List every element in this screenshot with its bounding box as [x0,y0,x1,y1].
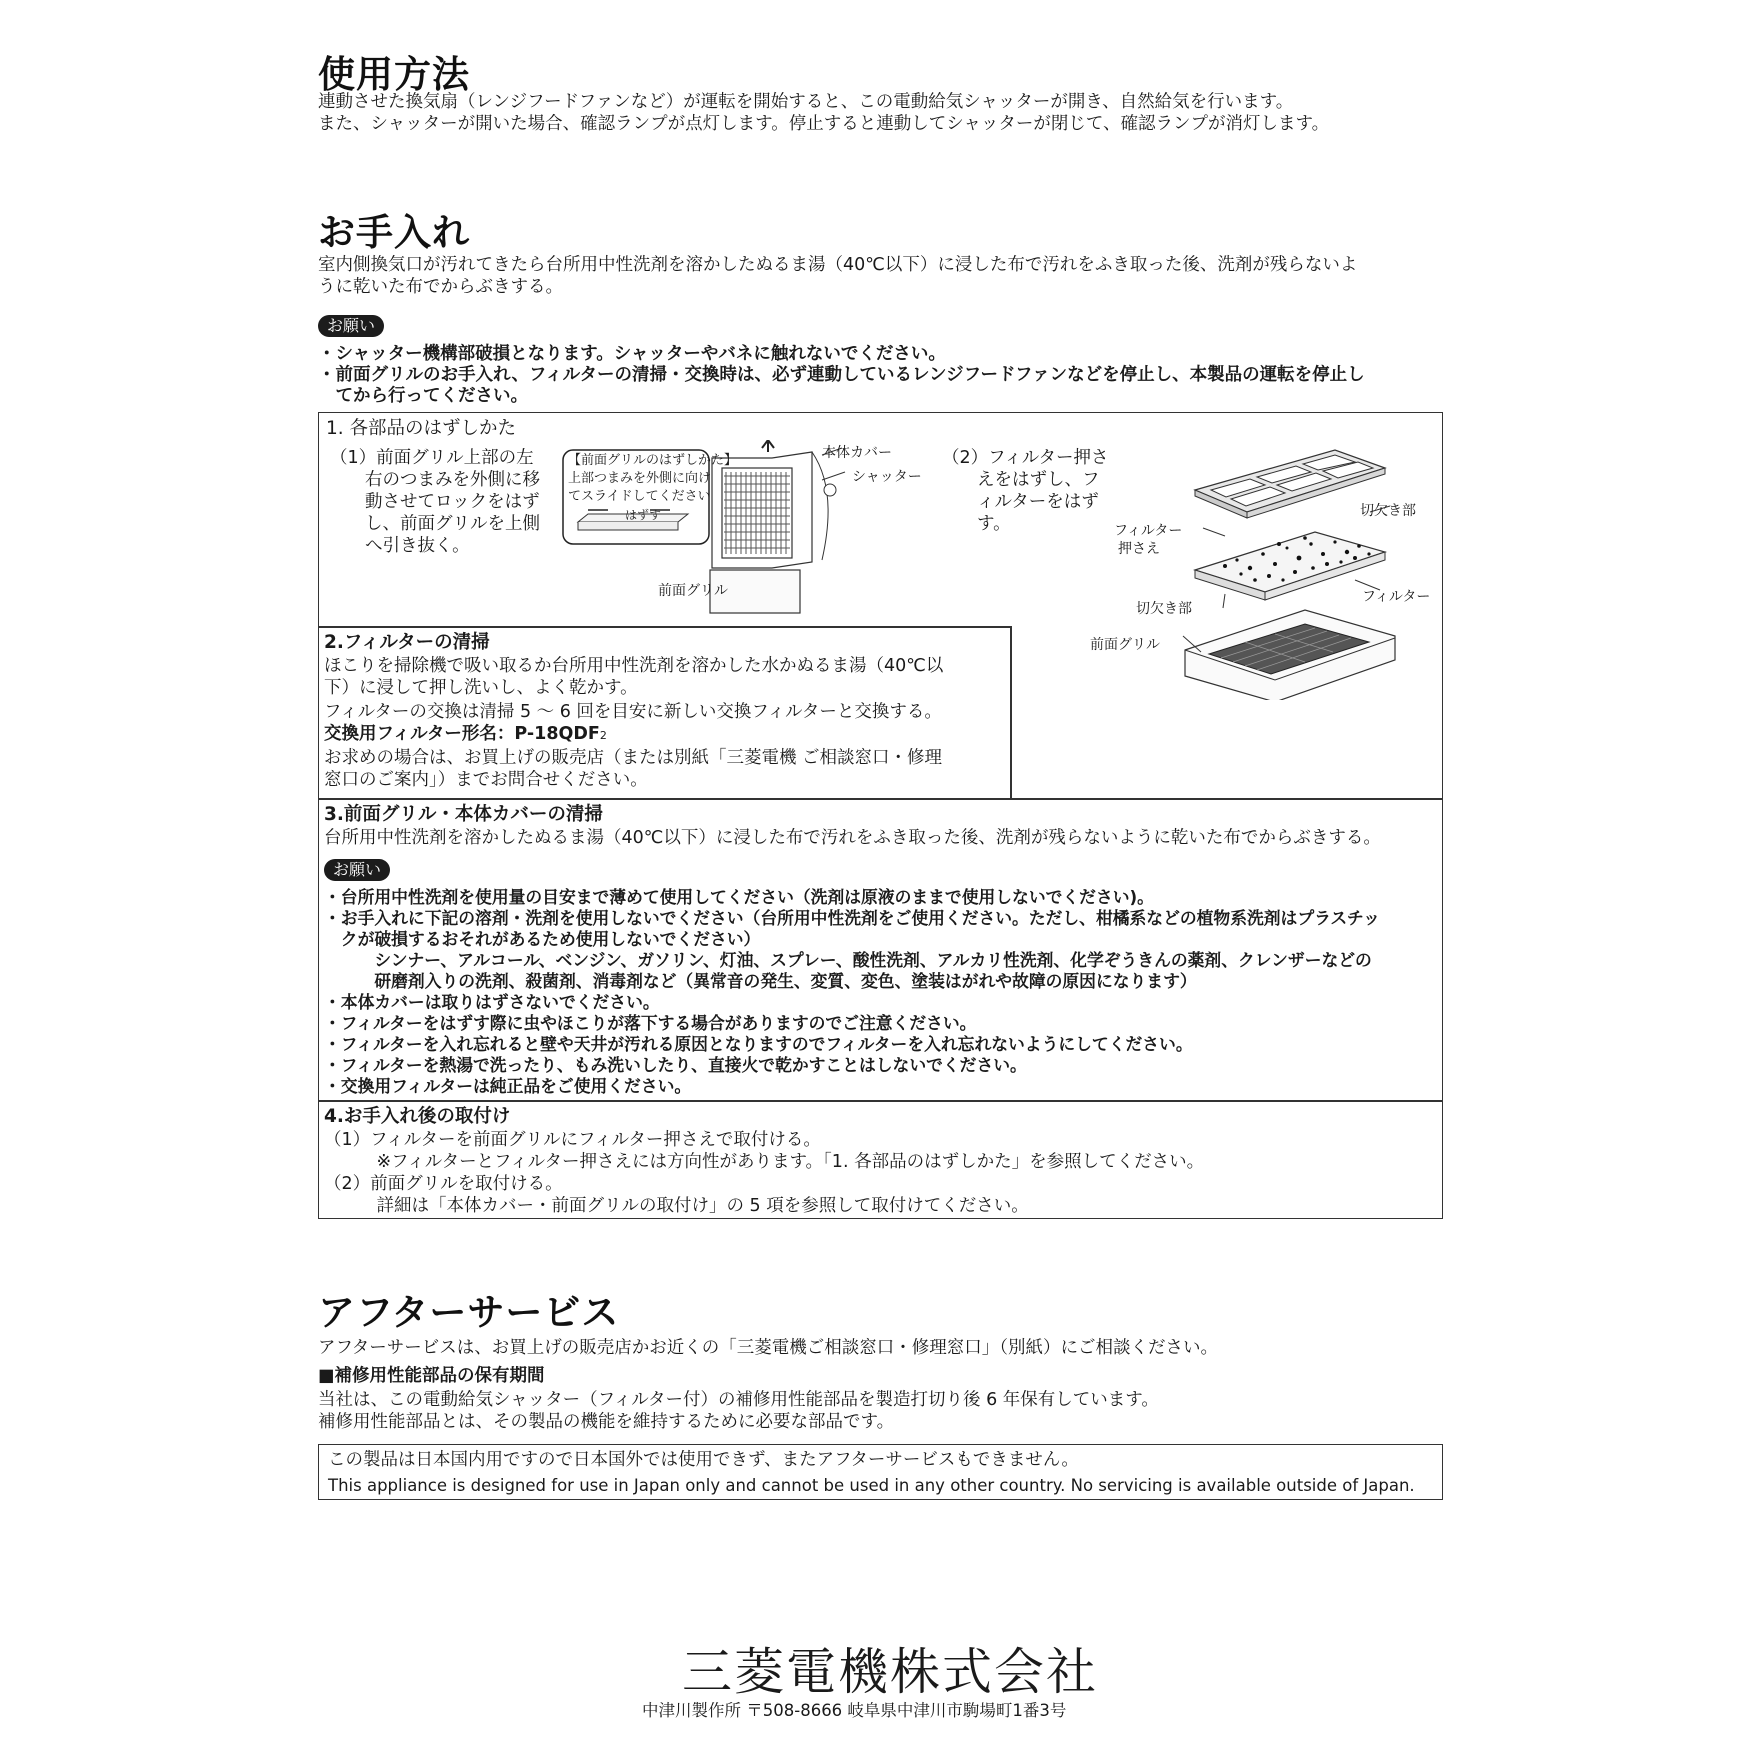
sec1-step1-line-3: 動させてロックをはず [330,492,540,512]
care-request-2: ・前面グリルのお手入れ、フィルターの清掃・交換時は、必ず連動しているレンジフードファンなどを停止し、本製品の運転を停止し [318,365,1365,385]
sec1-step2-line-3: ィルターをはず [942,492,1099,512]
sec1-step1-line-2: 右のつまみを外側に移 [330,470,540,490]
usage-line-2: また、シャッターが開いた場合、確認ランプが点灯します。停止すると連動してシャッターが閉じて、確認ランプが消灯します。 [318,114,1330,134]
callout-line-2: 上部つまみを外側に向け [568,471,712,486]
callout-tag: はずす [625,508,662,522]
parts-period-line-1: 当社は、この電動給気シャッター（フィルター付）の補修用性能部品を製造打切り後 6 年保有しています。 [318,1390,1159,1410]
label-body-cover: 本体カバー [822,445,892,461]
parts-period-line-2: 補修用性能部品とは、その製品の機能を維持するために必要な部品です。 [318,1412,895,1432]
sec3-request-7: ・フィルターをはずす際に虫やほこりが落下する場合がありますのでご注意ください。 [324,1013,977,1033]
care-request-3: てから行ってください。 [318,386,528,406]
sec3-request-6: ・本体カバーは取りはずさないでください。 [324,992,660,1012]
care-request-1: ・シャッター機構部破損となります。シャッターやバネに触れないでください。 [318,344,946,364]
sec2-line-2: 下）に浸して押し洗いし、よく乾かす。 [324,678,638,698]
sec3-title: 3.前面グリル・本体カバーの清掃 [324,804,603,825]
sec1-title: 1. 各部品のはずしかた [326,418,517,439]
sec4-line-4: 詳細は「本体カバー・前面グリルの取付け」の 5 項を参照して取付けてください。 [324,1196,1029,1216]
after-service-line: アフターサービスは、お買上げの販売店かお近くの「三菱電機ご相談窓口・修理窓口」（別紙）にご相談ください。 [318,1338,1219,1358]
parts-period-title: ■補修用性能部品の保有期間 [318,1366,545,1386]
sec2-model: 交換用フィルター形名：P-18QDF2 [324,724,607,744]
sec3-line: 台所用中性洗剤を溶かしたぬるま湯（40℃以下）に浸した布で汚れをふき取った後、洗剤が残らないように乾いた布でからぶきする。 [324,828,1381,848]
label-presser-1: フィルター [1114,523,1183,539]
divider-sec2-right [1010,626,1012,798]
after-service-title: アフターサービス [318,1291,620,1334]
sec1-step2-line-4: す。 [942,514,1011,534]
callout-line-1: 【前面グリルのはずしかた】 [568,453,738,468]
label-notch-1: 切欠き部 [1360,503,1416,519]
sec3-request-8: ・フィルターを入れ忘れると壁や天井が汚れる原因となりますのでフィルターを入れ忘れないようにしてください。 [324,1034,1193,1054]
label-shutter: シャッター [852,469,922,485]
usage-title: 使用方法 [318,53,470,96]
sec3-request-4: シンナー、アルコール、ベンジン、ガソリン、灯油、スプレー、酸性洗剤、アルカリ性洗剤、化学ぞうきんの薬剤、クレンザーなどの [324,950,1372,970]
sec3-request-5: 研磨剤入りの洗剤、殺菌剤、消毒剤など（異常音の発生、変質、変色、塗装はがれや故障の原因になります） [324,971,1197,991]
filter-exploded-illustration [1165,440,1415,700]
sec4-line-2: ※フィルターとフィルター押さえには方向性があります。「1. 各部品のはずしかた」を参照してください。 [324,1152,1205,1172]
sec3-request-3: クが破損するおそれがあるため使用しないでください） [324,929,761,949]
callout-line-3: てスライドしてください [568,489,711,504]
care-line-2: うに乾いた布でからぶきする。 [318,277,563,297]
usage-line-1: 連動させた換気扇（レンジフードファンなど）が運転を開始すると、この電動給気シャッターが開き、自然給気を行います。 [318,92,1294,112]
sec1-step1-line-1: （1）前面グリル上部の左 [330,448,534,468]
factory-address: 中津川製作所 〒508-8666 岐阜県中津川市駒場町1番3号 [642,1701,1067,1720]
label-notch-2: 切欠き部 [1136,601,1192,617]
sec2-title: 2.フィルターの清掃 [324,632,490,653]
sec2-line-1: ほこりを掃除機で吸い取るか台所用中性洗剤を溶かした水かぬるま湯（40℃以 [324,656,944,676]
sec1-step2-line-1: （2）フィルター押さ [942,448,1109,468]
care-request-badge: お願い [318,315,384,337]
notice-japanese: この製品は日本国内用ですので日本国外では使用できず、またアフターサービスもできません。 [328,1450,1079,1470]
care-title: お手入れ [318,211,470,254]
label-presser-2: 押さえ [1118,541,1160,557]
sec3-request-9: ・フィルターを熱湯で洗ったり、もみ洗いしたり、直接火で乾かすことはしないでください。 [324,1055,1027,1075]
sec3-request-2: ・お手入れに下記の溶剤・洗剤を使用しないでください（台所用中性洗剤をご使用ください。ただし、柑橘系などの植物系洗剤はプラスチッ [324,908,1380,928]
label-front-grille: 前面グリル [658,583,728,599]
care-line-1: 室内側換気口が汚れてきたら台所用中性洗剤を溶かしたぬるま湯（40℃以下）に浸した布で汚れをふき取った後、洗剤が残らないよ [318,255,1358,275]
divider-sec3-sec4 [318,1100,1443,1102]
label-filter: フィルター [1362,589,1431,605]
sec1-step2-line-2: えをはずし、フ [942,470,1100,490]
sec4-title: 4.お手入れ後の取付け [324,1106,511,1127]
sec2-line-3: フィルターの交換は清掃 5 ～ 6 回を目安に新しい交換フィルターと交換する。 [324,702,942,722]
divider-sec2-sec3 [318,798,1443,800]
sec3-request-badge: お願い [324,859,390,881]
sec4-line-1: （1）フィルターを前面グリルにフィルター押さえで取付ける。 [324,1130,821,1150]
sec1-step1-line-5: へ引き抜く。 [330,536,470,556]
sec4-line-3: （2）前面グリルを取付ける。 [324,1174,563,1194]
company-name: 三菱電機株式会社 [682,1643,1098,1701]
sec3-request-10: ・交換用フィルターは純正品をご使用ください。 [324,1076,692,1096]
sec3-request-1: ・台所用中性洗剤を使用量の目安まで薄めて使用してください（洗剤は原液のままで使用しないでください)。 [324,887,1154,907]
sec2-contact-2: 窓口のご案内」）までお問合せください。 [324,770,648,790]
divider-sec1-sec2 [318,626,1010,628]
label-front-grille-2: 前面グリル [1090,637,1160,653]
notice-english: This appliance is designed for use in Japan only and cannot be used in any other country. No servicing is available outside of Japan. [328,1476,1415,1495]
sec2-contact-1: お求めの場合は、お買上げの販売店（または別紙「三菱電機 ご相談窓口・修理 [324,748,943,768]
sec1-step1-line-4: し、前面グリルを上側 [330,514,540,534]
